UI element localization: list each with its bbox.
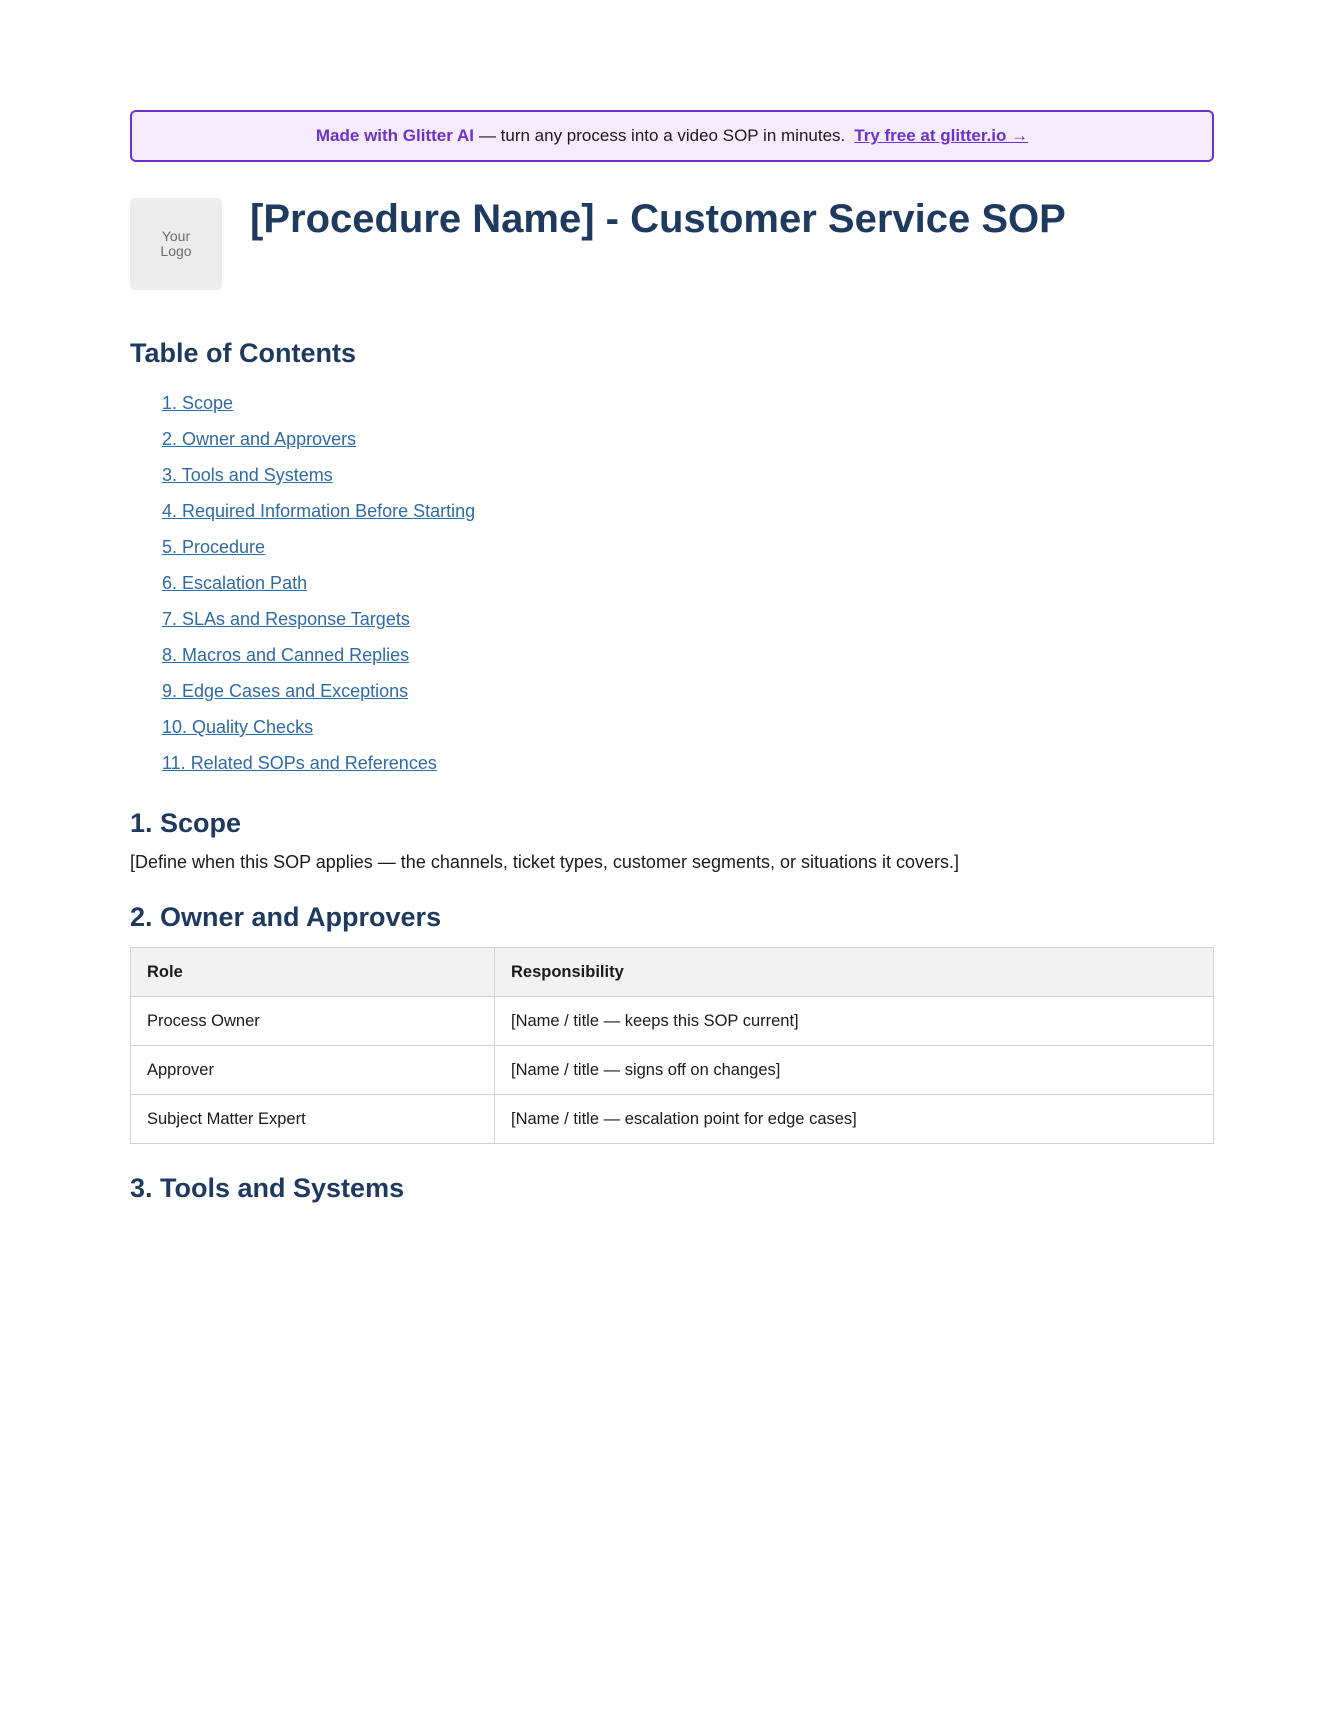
logo-placeholder — [130, 198, 222, 290]
column-header-role: Role — [131, 948, 495, 997]
toc-item — [162, 457, 1214, 493]
toc-link-quality-checks[interactable]: 10. Quality Checks — [162, 717, 314, 737]
toc-link-escalation-path[interactable]: 6. Escalation Path — [162, 573, 308, 593]
banner-cta-link[interactable]: Try free at glitter.io → — [854, 126, 1029, 145]
toc-item — [162, 385, 1214, 421]
table-of-contents — [130, 385, 1214, 781]
toc-item — [162, 637, 1214, 673]
responsibility-cell: [Name / title — signs off on changes] — [495, 1046, 1214, 1095]
toc-item — [162, 565, 1214, 601]
scope-paragraph: [Define when this SOP applies — the channels, ticket types, customer segments, or situations it covers.] — [130, 852, 960, 872]
toc-item — [162, 601, 1214, 637]
banner-text: — turn any process into a video SOP in minutes. — [478, 126, 846, 145]
logo-text-line1: Your — [161, 228, 191, 244]
toc-item — [162, 709, 1214, 745]
toc-link-macros[interactable]: 8. Macros and Canned Replies — [162, 645, 410, 665]
toc-item — [162, 745, 1214, 781]
table-row — [131, 997, 1214, 1046]
toc-item — [162, 673, 1214, 709]
document-page — [130, 110, 1214, 1204]
responsibility-cell: [Name / title — keeps this SOP current] — [495, 997, 1214, 1046]
toc-link-related-sops[interactable]: 11. Related SOPs and References — [162, 753, 437, 773]
toc-item — [162, 529, 1214, 565]
toc-link-slas[interactable]: 7. SLAs and Response Targets — [162, 609, 410, 629]
scope-heading: 1. Scope — [130, 808, 242, 838]
document-header — [130, 198, 1214, 290]
toc-link-owner-approvers[interactable]: 2. Owner and Approvers — [162, 429, 357, 449]
role-cell: Subject Matter Expert — [131, 1095, 495, 1144]
table-row — [131, 1046, 1214, 1095]
table-row — [131, 1095, 1214, 1144]
toc-link-procedure[interactable]: 5. Procedure — [162, 537, 266, 557]
role-cell: Process Owner — [131, 997, 495, 1046]
tools-systems-heading: 3. Tools and Systems — [130, 1173, 405, 1203]
toc-link-scope[interactable]: 1. Scope — [162, 393, 234, 413]
logo-text-line2: Logo — [160, 243, 192, 259]
table-header-row — [131, 948, 1214, 997]
role-cell: Approver — [131, 1046, 495, 1095]
toc-item — [162, 421, 1214, 457]
banner-brand: Made with Glitter AI — [315, 126, 474, 145]
toc-item — [162, 493, 1214, 529]
toc-link-edge-cases[interactable]: 9. Edge Cases and Exceptions — [162, 681, 409, 701]
responsibility-cell: [Name / title — escalation point for edge cases] — [495, 1095, 1214, 1144]
page-title: [Procedure Name] - Customer Service SOP — [250, 197, 1066, 241]
promo-banner — [130, 110, 1214, 162]
toc-link-tools-systems[interactable]: 3. Tools and Systems — [162, 465, 333, 485]
column-header-responsibility: Responsibility — [495, 948, 1214, 997]
owner-approvers-table — [130, 947, 1214, 1144]
toc-link-required-info[interactable]: 4. Required Information Before Starting — [162, 501, 476, 521]
owner-approvers-heading: 2. Owner and Approvers — [130, 902, 442, 932]
toc-heading: Table of Contents — [130, 338, 356, 368]
